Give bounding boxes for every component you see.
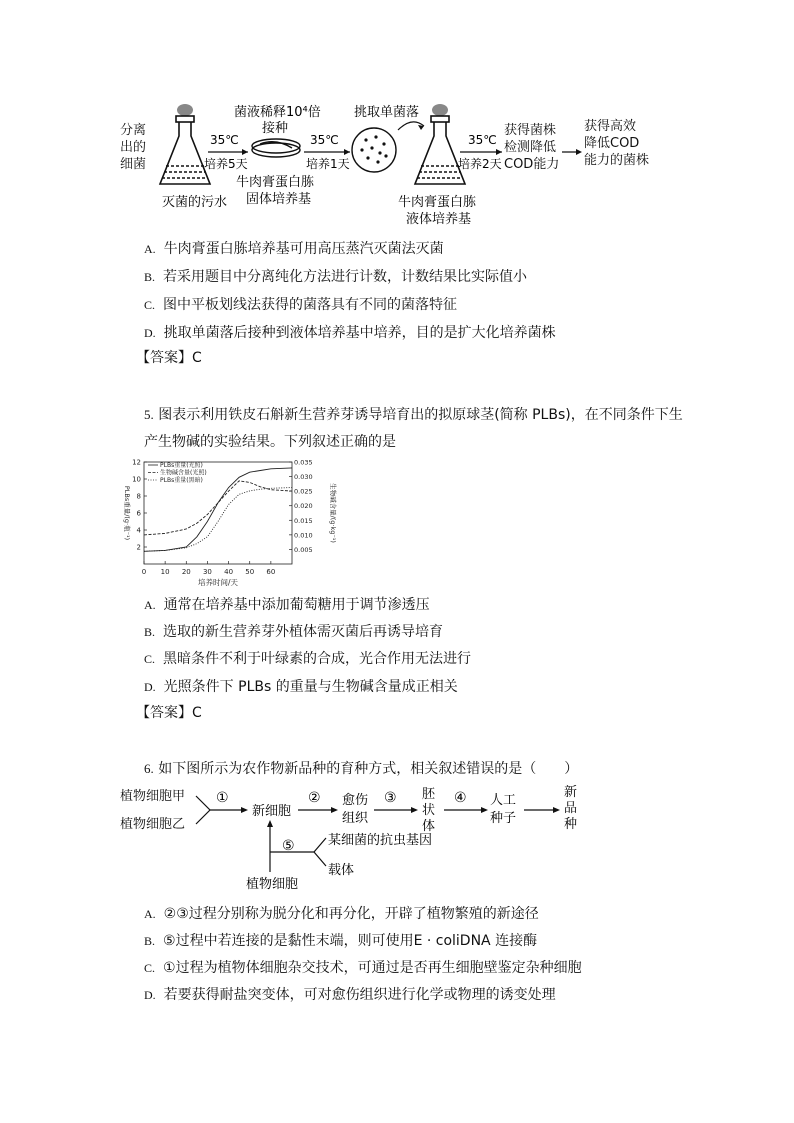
flask-1-icon bbox=[160, 104, 210, 184]
x-tick-label: 0 bbox=[141, 568, 147, 576]
days-3-label: 培养2天 bbox=[458, 157, 502, 171]
isolate-label-2: 出的 bbox=[120, 140, 147, 155]
liquid-medium-label-2: 液体培养基 bbox=[406, 212, 472, 227]
petri-dish-icon bbox=[252, 139, 300, 157]
q5-option-a: A. 通常在培养基中添加葡萄糖用于调节渗透压 bbox=[144, 597, 430, 613]
q5-option-c: C. 黑暗条件不利于叶绿素的合成，光合作用无法进行 bbox=[144, 651, 472, 667]
flask-2-icon bbox=[415, 104, 465, 184]
liquid-medium-label-1: 牛肉膏蛋白胨 bbox=[398, 195, 477, 210]
x-tick-label: 50 bbox=[245, 568, 255, 576]
isolate-label-3: 细菌 bbox=[120, 157, 147, 172]
temp-2-label: 35℃ bbox=[310, 133, 339, 147]
x-tick-label: 10 bbox=[160, 568, 170, 576]
seed-label-1: 人工 bbox=[490, 793, 517, 808]
q4-option-a: A. 牛肉膏蛋白胨培养基可用高压蒸汽灭菌法灭菌 bbox=[144, 241, 444, 257]
plbs-chart bbox=[118, 452, 338, 587]
y-left-tick-label: 8 bbox=[136, 492, 141, 501]
new-cell-label: 新细胞 bbox=[252, 804, 292, 819]
q5-stem-line1: 5. 图表示利用铁皮石斛新生营养芽诱导培育出的拟原球茎(简称 PLBs)，在不同条件下生 bbox=[144, 407, 683, 423]
q5-option-b: B. 选取的新生营养芽外植体需灭菌后再诱导培育 bbox=[144, 624, 444, 640]
variety-label-1: 新 bbox=[564, 785, 578, 800]
q4-option-b: B. 若采用题目中分离纯化方法进行计数，计数结果比实际值小 bbox=[144, 269, 528, 285]
colony-plate-icon bbox=[352, 128, 396, 172]
step-2-label: ② bbox=[308, 790, 321, 806]
q5-answer: 【答案】C bbox=[136, 705, 202, 721]
q6-option-a: A. ②③过程分别称为脱分化和再分化，开辟了植物繁殖的新途径 bbox=[144, 906, 539, 922]
detect-label-3: COD能力 bbox=[504, 157, 560, 172]
x-tick-label: 20 bbox=[181, 568, 191, 576]
embryoid-label-2: 状 bbox=[422, 803, 436, 818]
series-line-3 bbox=[144, 488, 292, 552]
plant-cell-label: 植物细胞 bbox=[246, 877, 299, 892]
embryoid-label-1: 胚 bbox=[422, 787, 436, 802]
y-left-axis-label: PLBs重量/(g·瓶⁻¹) bbox=[123, 485, 131, 541]
breeding-flow-diagram bbox=[118, 782, 598, 894]
q6-option-b: B. ⑤过程中若连接的是黏性末端，则可使用E · coliDNA 连接酶 bbox=[144, 933, 538, 949]
q4-option-d: D. 挑取单菌落后接种到液体培养基中培养，目的是扩大化培养菌株 bbox=[144, 325, 556, 341]
detect-label-2: 检测降低 bbox=[504, 140, 557, 155]
q4-answer: 【答案】C bbox=[136, 350, 202, 366]
cell-b-label: 植物细胞乙 bbox=[120, 817, 186, 832]
final-label-1: 获得高效 bbox=[584, 119, 637, 134]
inoculate-label: 接种 bbox=[262, 121, 289, 136]
y-right-tick-label: 0.020 bbox=[294, 502, 313, 511]
embryoid-label-3: 体 bbox=[422, 819, 436, 834]
pick-colony-label: 挑取单菌落 bbox=[354, 105, 420, 120]
q6-stem: 6. 如下图所示为农作物新品种的育种方式，相关叙述错误的是（ ） bbox=[144, 761, 579, 777]
isolation-flow-diagram bbox=[110, 100, 670, 235]
final-label-3: 能力的菌株 bbox=[584, 153, 650, 168]
legend-label-2: 生物碱含量(光照) bbox=[160, 469, 207, 477]
days-1-label: 培养5天 bbox=[204, 157, 248, 171]
series-line-2 bbox=[144, 481, 292, 535]
gene-label: 某细菌的抗虫基因 bbox=[328, 833, 433, 848]
variety-label-3: 种 bbox=[564, 817, 578, 832]
legend-label-3: PLBs重量(黑暗) bbox=[160, 477, 203, 484]
y-right-tick-label: 0.010 bbox=[294, 531, 313, 540]
y-left-tick-label: 4 bbox=[136, 526, 141, 535]
callus-label-2: 组织 bbox=[342, 811, 369, 826]
x-tick-label: 40 bbox=[224, 568, 234, 576]
q6-option-d: D. 若要获得耐盐突变体，可对愈伤组织进行化学或物理的诱变处理 bbox=[144, 987, 556, 1003]
step-1-label: ① bbox=[216, 790, 229, 806]
y-right-tick-label: 0.025 bbox=[294, 487, 313, 496]
y-right-tick-label: 0.015 bbox=[294, 516, 313, 525]
y-left-tick-label: 10 bbox=[132, 475, 141, 484]
step-5-label: ⑤ bbox=[282, 838, 295, 854]
solid-medium-label-2: 固体培养基 bbox=[246, 192, 312, 207]
final-label-2: 降低COD bbox=[584, 136, 640, 151]
vector-label: 载体 bbox=[328, 863, 355, 878]
temp-1-label: 35℃ bbox=[210, 133, 239, 147]
isolate-label-1: 分离 bbox=[120, 123, 147, 138]
days-2-label: 培养1天 bbox=[306, 157, 350, 171]
q4-option-c: C. 图中平板划线法获得的菌落具有不同的菌落特征 bbox=[144, 297, 458, 313]
y-left-tick-label: 2 bbox=[136, 543, 141, 552]
variety-label-2: 品 bbox=[564, 801, 578, 816]
sterile-water-label: 灭菌的污水 bbox=[162, 195, 228, 210]
y-left-tick-label: 6 bbox=[136, 509, 141, 518]
dilute-label: 菌液稀释10⁴倍 bbox=[234, 105, 321, 120]
y-left-tick-label: 12 bbox=[132, 458, 141, 467]
callus-label-1: 愈伤 bbox=[342, 793, 369, 808]
x-tick-label: 30 bbox=[202, 568, 212, 576]
step-3-label: ③ bbox=[384, 790, 397, 806]
cell-a-label: 植物细胞甲 bbox=[120, 789, 186, 804]
y-right-tick-label: 0.030 bbox=[294, 473, 313, 482]
solid-medium-label-1: 牛肉膏蛋白胨 bbox=[236, 175, 315, 190]
y-right-axis-label: 生物碱含量/(g·kg⁻¹) bbox=[329, 483, 337, 543]
q5-stem-line2: 产生物碱的实验结果。下列叙述正确的是 bbox=[144, 434, 396, 450]
x-tick-label: 60 bbox=[266, 568, 276, 576]
detect-label-1: 获得菌株 bbox=[504, 123, 557, 138]
legend-label-1: PLBs重量(光照) bbox=[160, 462, 203, 469]
step-4-label: ④ bbox=[454, 790, 467, 806]
q5-option-d: D. 光照条件下 PLBs 的重量与生物碱含量成正相关 bbox=[144, 679, 458, 695]
temp-3-label: 35℃ bbox=[468, 133, 497, 147]
y-right-tick-label: 0.005 bbox=[294, 545, 313, 554]
y-right-tick-label: 0.035 bbox=[294, 458, 313, 467]
x-axis-label: 培养时间/天 bbox=[197, 578, 239, 587]
q6-option-c: C. ①过程为植物体细胞杂交技术，可通过是否再生细胞壁鉴定杂种细胞 bbox=[144, 960, 582, 976]
seed-label-2: 种子 bbox=[490, 811, 517, 826]
